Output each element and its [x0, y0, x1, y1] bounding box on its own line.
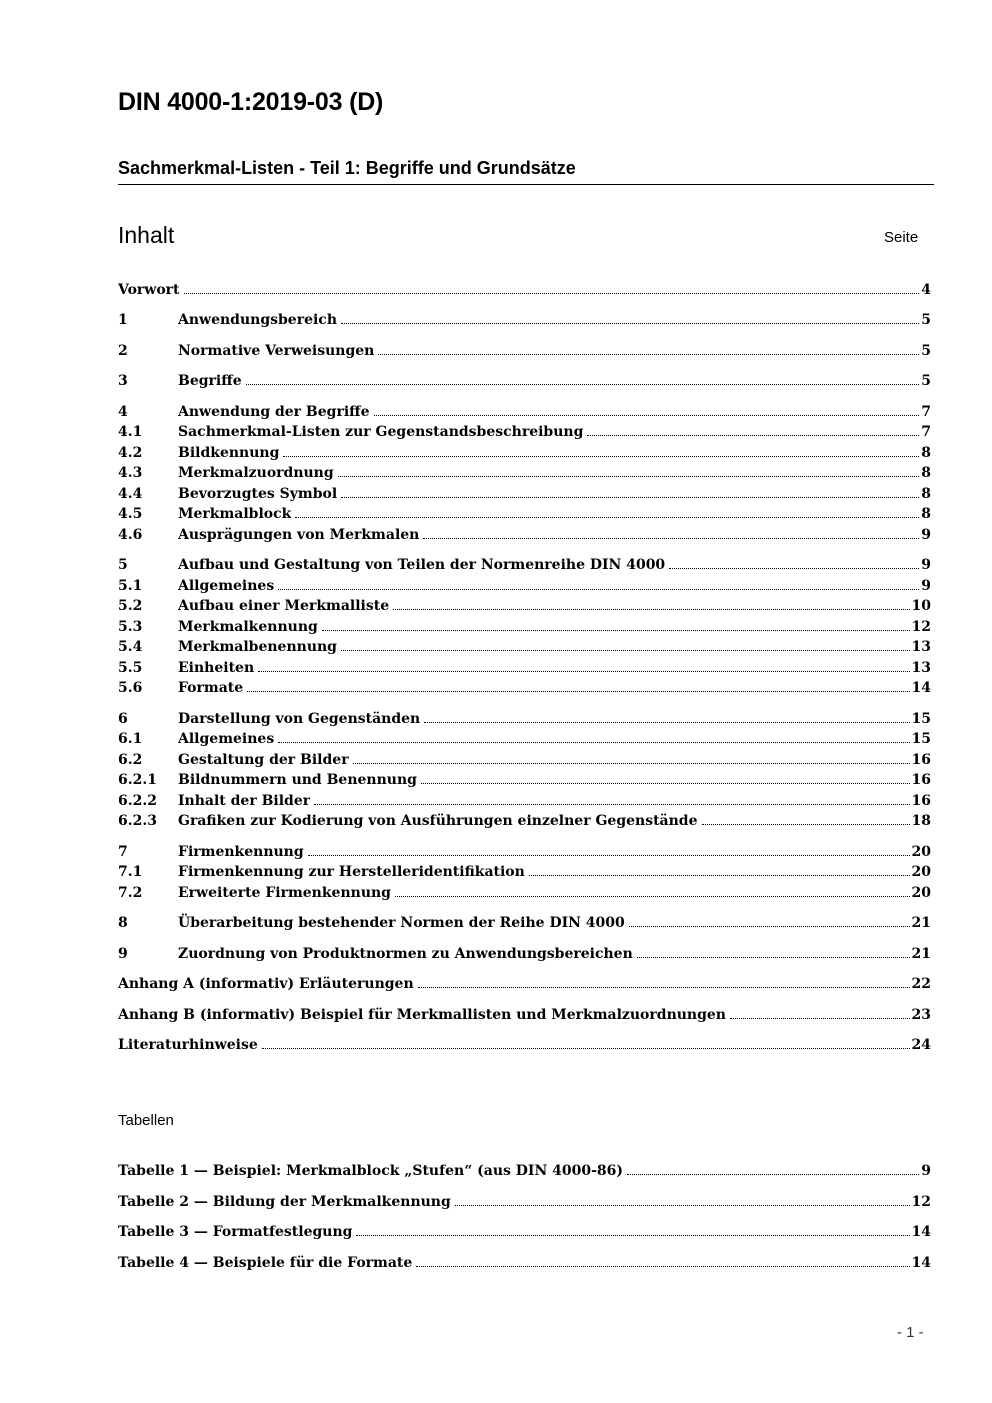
dot-leader	[627, 1174, 919, 1175]
toc-entry-title: Darstellung von Gegenständen	[178, 711, 421, 727]
toc-entry-number: 7.2	[118, 885, 143, 901]
table-entry-title: Tabelle 4 — Beispiele für die Formate	[118, 1255, 413, 1271]
table-entry-page: 9	[921, 1163, 931, 1179]
toc-entry[interactable]	[118, 463, 931, 483]
page-number: - 1 -	[897, 1324, 924, 1341]
dot-leader	[423, 538, 919, 539]
dot-leader	[393, 609, 909, 610]
toc-entry[interactable]	[118, 371, 931, 391]
dot-leader	[262, 1048, 910, 1049]
toc-entry[interactable]	[118, 310, 931, 330]
dot-leader	[455, 1205, 910, 1206]
toc-entry-number: 5.2	[118, 598, 143, 614]
dot-leader	[629, 926, 910, 927]
toc-entry-number: 4.1	[118, 424, 143, 440]
toc-entry-title: Merkmalbenennung	[178, 639, 337, 655]
toc-entry-page: 15	[911, 731, 931, 747]
toc-entry-number: 5.6	[118, 680, 143, 696]
toc-entry-title: Erweiterte Firmenkennung	[178, 885, 391, 901]
table-entry[interactable]	[118, 1253, 931, 1273]
toc-entry-number: 7	[118, 844, 128, 860]
dot-leader	[424, 722, 909, 723]
toc-entry-page: 23	[911, 1007, 931, 1023]
toc-entry-number: 3	[118, 373, 128, 389]
toc-entry-page: 9	[921, 557, 931, 573]
toc-entry-number: 2	[118, 343, 128, 359]
toc-entry-literatur[interactable]	[118, 1035, 931, 1055]
dot-leader	[730, 1018, 910, 1019]
toc-entry-number: 4.3	[118, 465, 143, 481]
toc-entry-title: Gestaltung der Bilder	[178, 752, 349, 768]
toc-entry-page: 24	[911, 1037, 931, 1053]
toc-entry[interactable]	[118, 525, 931, 545]
toc-entry[interactable]	[118, 637, 931, 657]
toc-entry-page: 21	[911, 946, 931, 962]
toc-entry-title: Sachmerkmal-Listen zur Gegenstandsbeschreibung	[178, 424, 584, 440]
toc-entry[interactable]	[118, 811, 931, 831]
toc-entry-number: 4	[118, 404, 128, 420]
toc-entry-page: 16	[911, 752, 931, 768]
toc-entry-number: 5	[118, 557, 128, 573]
toc-entry-page: 5	[921, 343, 931, 359]
dot-leader	[529, 875, 910, 876]
toc-entry-number: 7.1	[118, 864, 143, 880]
dot-leader	[283, 456, 919, 457]
toc-entry-number: 5.4	[118, 639, 143, 655]
toc-entry-title: Einheiten	[178, 660, 255, 676]
toc-entry-number: 6	[118, 711, 128, 727]
toc-entry-number: 9	[118, 946, 128, 962]
toc-entry-number: 1	[118, 312, 128, 328]
tables-heading: Tabellen	[118, 1112, 174, 1129]
toc-entry[interactable]	[118, 341, 931, 361]
toc-entry[interactable]	[118, 678, 931, 698]
toc-entry[interactable]	[118, 913, 931, 933]
dot-leader	[295, 517, 919, 518]
dot-leader	[341, 497, 919, 498]
toc-entry-title: Allgemeines	[178, 578, 275, 594]
toc-entry-anhang-a[interactable]	[118, 974, 931, 994]
toc-entry-page: 14	[911, 680, 931, 696]
table-entry-page: 14	[911, 1255, 931, 1271]
toc-entry-title: Merkmalzuordnung	[178, 465, 334, 481]
dot-leader	[587, 435, 919, 436]
toc-entry-page: 13	[911, 639, 931, 655]
toc-entry-page: 8	[921, 465, 931, 481]
toc-entry-title: Anhang A (informativ) Erläuterungen	[118, 976, 414, 992]
toc-entry-page: 13	[911, 660, 931, 676]
toc-entry-title: Anwendungsbereich	[178, 312, 337, 328]
toc-entry-page: 22	[911, 976, 931, 992]
toc-entry-page: 20	[911, 844, 931, 860]
dot-leader	[378, 354, 919, 355]
toc-entry-number: 4.2	[118, 445, 143, 461]
toc-entry-number: 4.4	[118, 486, 143, 502]
toc-entry-number: 6.2.2	[118, 793, 157, 809]
toc-entry[interactable]	[118, 484, 931, 504]
dot-leader	[637, 957, 910, 958]
toc-entry[interactable]	[118, 944, 931, 964]
toc-entry-number: 6.2.1	[118, 772, 157, 788]
toc-entry-page: 20	[911, 885, 931, 901]
toc-entry-title: Aufbau einer Merkmalliste	[178, 598, 390, 614]
dot-leader	[314, 804, 909, 805]
toc-entry-page: 5	[921, 312, 931, 328]
toc-entry-title: Inhalt der Bilder	[178, 793, 311, 809]
toc-entry[interactable]	[118, 422, 931, 442]
table-entry-page: 14	[911, 1224, 931, 1240]
dot-leader	[374, 415, 920, 416]
toc-entry[interactable]	[118, 729, 931, 749]
toc-entry-title: Firmenkennung	[178, 844, 304, 860]
toc-entry-number: 6.2	[118, 752, 143, 768]
toc-entry-vorwort[interactable]	[118, 280, 931, 300]
toc-entry-page: 5	[921, 373, 931, 389]
toc-heading: Inhalt	[118, 222, 175, 248]
toc-entry-page: 8	[921, 506, 931, 522]
dot-leader	[341, 650, 910, 651]
toc-entry[interactable]	[118, 658, 931, 678]
toc-entry-page: 7	[921, 404, 931, 420]
toc-entry-page: 20	[911, 864, 931, 880]
toc-entry-number: 5.3	[118, 619, 143, 635]
toc-entry[interactable]	[118, 709, 931, 729]
toc-entry[interactable]	[118, 617, 931, 637]
dot-leader	[338, 476, 920, 477]
toc-entry-page: 7	[921, 424, 931, 440]
dot-leader	[353, 763, 910, 764]
toc-entry-title: Merkmalkennung	[178, 619, 318, 635]
toc-entry[interactable]	[118, 750, 931, 770]
toc-entry[interactable]	[118, 862, 931, 882]
toc-entry-title: Ausprägungen von Merkmalen	[178, 527, 420, 543]
toc-entry-page: 8	[921, 486, 931, 502]
dot-leader	[418, 987, 910, 988]
toc-entry-title: Anwendung der Begriffe	[178, 404, 370, 420]
toc-entry-number: 6.2.3	[118, 813, 157, 829]
dot-leader	[247, 691, 909, 692]
toc-entry[interactable]	[118, 555, 931, 575]
dot-leader	[322, 630, 910, 631]
table-entry-title: Tabelle 2 — Bildung der Merkmalkennung	[118, 1194, 451, 1210]
dot-leader	[184, 293, 920, 294]
page-column-label: Seite	[884, 229, 919, 246]
toc-entry-page: 4	[921, 282, 931, 298]
toc-entry-title: Formate	[178, 680, 244, 696]
toc-entry-page: 10	[911, 598, 931, 614]
toc-entry[interactable]	[118, 883, 931, 903]
dot-leader	[669, 568, 919, 569]
dot-leader	[258, 671, 909, 672]
toc-entry-title: Literaturhinweise	[118, 1037, 258, 1053]
table-entry[interactable]	[118, 1192, 931, 1212]
toc-entry-page: 9	[921, 527, 931, 543]
toc-entry[interactable]	[118, 402, 931, 422]
toc-entry-title: Firmenkennung zur Herstelleridentifikation	[178, 864, 525, 880]
toc-entry-title: Anhang B (informativ) Beispiel für Merkmallisten und Merkmalzuordnungen	[118, 1007, 726, 1023]
dot-leader	[356, 1235, 909, 1236]
toc-entry-page: 8	[921, 445, 931, 461]
toc-entry-title: Überarbeitung bestehender Normen der Reihe DIN 4000	[178, 915, 625, 931]
toc-entry-title: Grafiken zur Kodierung von Ausführungen einzelner Gegenstände	[178, 813, 698, 829]
toc-entry[interactable]	[118, 576, 931, 596]
table-entry[interactable]	[118, 1222, 931, 1242]
toc-entry-title: Normative Verweisungen	[178, 343, 375, 359]
dot-leader	[395, 896, 910, 897]
document-subtitle: Sachmerkmal-Listen - Teil 1: Begriffe und Grundsätze	[118, 158, 934, 185]
toc-entry-title: Begriffe	[178, 373, 242, 389]
toc-entry-number: 6.1	[118, 731, 143, 747]
table-entry[interactable]	[118, 1161, 931, 1181]
toc-entry-page: 18	[911, 813, 931, 829]
toc-entry-number: 5.5	[118, 660, 143, 676]
toc-entry-title: Allgemeines	[178, 731, 275, 747]
toc-entry[interactable]	[118, 770, 931, 790]
dot-leader	[341, 323, 919, 324]
toc-entry[interactable]	[118, 842, 931, 862]
toc-entry[interactable]	[118, 791, 931, 811]
dot-leader	[702, 824, 910, 825]
dot-leader	[421, 783, 910, 784]
dot-leader	[246, 384, 920, 385]
toc-entry-title: Zuordnung von Produktnormen zu Anwendungsbereichen	[178, 946, 633, 962]
toc-entry[interactable]	[118, 504, 931, 524]
toc-entry-page: 16	[911, 772, 931, 788]
toc-entry-number: 4.6	[118, 527, 143, 543]
toc-entry-page: 16	[911, 793, 931, 809]
toc-entry-number: 4.5	[118, 506, 143, 522]
document-title: DIN 4000-1:2019-03 (D)	[118, 88, 384, 116]
toc-entry-title: Bildnummern und Benennung	[178, 772, 417, 788]
table-entry-title: Tabelle 1 — Beispiel: Merkmalblock „Stufen“ (aus DIN 4000-86)	[118, 1163, 624, 1179]
toc-entry-title: Merkmalblock	[178, 506, 292, 522]
toc-entry-page: 9	[921, 578, 931, 594]
toc-entry[interactable]	[118, 443, 931, 463]
dot-leader	[416, 1266, 909, 1267]
table-entry-title: Tabelle 3 — Formatfestlegung	[118, 1224, 353, 1240]
toc-entry-title: Vorwort	[118, 282, 180, 298]
toc-entry-title: Aufbau und Gestaltung von Teilen der Normenreihe DIN 4000	[178, 557, 666, 573]
dot-leader	[278, 742, 909, 743]
toc-entry-number: 5.1	[118, 578, 143, 594]
table-entry-page: 12	[911, 1194, 931, 1210]
toc-entry-number: 8	[118, 915, 128, 931]
dot-leader	[308, 855, 910, 856]
toc-entry-page: 15	[911, 711, 931, 727]
toc-entry-anhang-b[interactable]	[118, 1005, 931, 1025]
toc-entry-page: 12	[911, 619, 931, 635]
toc-entry-title: Bevorzugtes Symbol	[178, 486, 338, 502]
toc-entry-page: 21	[911, 915, 931, 931]
toc-entry-title: Bildkennung	[178, 445, 280, 461]
toc-entry[interactable]	[118, 596, 931, 616]
dot-leader	[278, 589, 919, 590]
